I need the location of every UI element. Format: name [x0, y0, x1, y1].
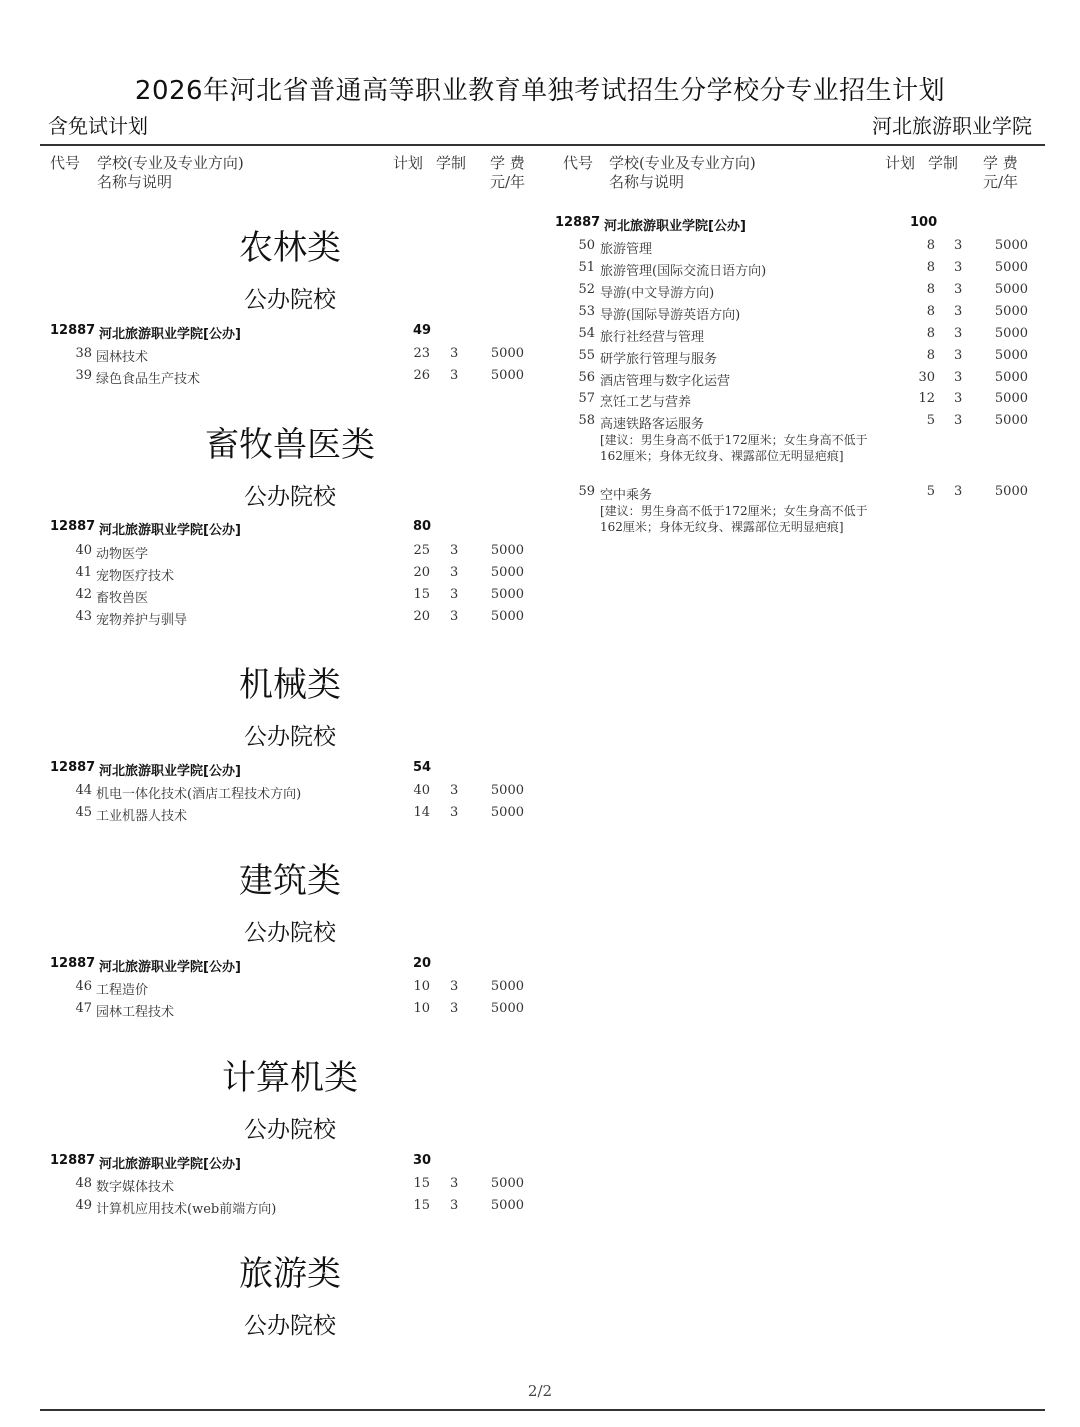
school-name-right: 河北旅游职业学院[公办] [604, 219, 746, 234]
school-type-title: 公办院校 [244, 287, 336, 313]
major-plan: 8 [926, 326, 935, 341]
major-code: 40 [75, 543, 92, 558]
school-type-title: 公办院校 [244, 484, 336, 510]
major-code: 44 [75, 783, 92, 798]
major-name: 酒店管理与数字化运营 [600, 374, 731, 389]
major-plan: 30 [918, 370, 935, 385]
major-fee: 5000 [994, 304, 1028, 319]
major-years: 3 [450, 805, 459, 820]
major-years: 3 [450, 609, 459, 624]
major-years: 3 [954, 326, 963, 341]
major-fee: 5000 [490, 587, 524, 602]
major-code: 57 [578, 391, 595, 406]
major-fee: 5000 [994, 348, 1028, 363]
major-years: 3 [954, 391, 963, 406]
major-years: 3 [450, 368, 459, 383]
major-code: 41 [75, 565, 92, 580]
major-fee: 5000 [490, 565, 524, 580]
major-years: 3 [954, 304, 963, 319]
school-total: 54 [413, 760, 432, 775]
school-code: 12887 [50, 519, 96, 534]
category-title: 农林类 [239, 228, 341, 268]
major-fee: 5000 [994, 484, 1028, 499]
major-fee: 5000 [994, 238, 1028, 253]
major-name: 导游(中文导游方向) [600, 286, 715, 301]
major-code: 45 [75, 805, 92, 820]
major-code: 46 [75, 979, 92, 994]
major-code: 59 [578, 484, 595, 499]
header-fee-line1: 学 费 [490, 154, 525, 172]
major-code: 54 [578, 326, 595, 341]
school-name: 河北旅游职业学院[公办] [99, 327, 241, 342]
major-plan: 25 [413, 543, 430, 558]
major-years: 3 [450, 1001, 459, 1016]
header-school-line1: 学校(专业及专业方向) [97, 154, 244, 172]
major-name: 空中乘务 [600, 488, 653, 503]
header-plan-right: 计划 [885, 154, 916, 172]
major-fee: 5000 [490, 368, 524, 383]
major-code: 51 [578, 260, 595, 275]
category-title: 旅游类 [239, 1254, 341, 1294]
subtitle-right: 河北旅游职业学院 [872, 114, 1032, 138]
major-code: 39 [75, 368, 92, 383]
school-total: 30 [413, 1153, 432, 1168]
header-plan: 计划 [393, 154, 424, 172]
major-fee: 5000 [994, 370, 1028, 385]
major-fee: 5000 [994, 260, 1028, 275]
major-code: 56 [578, 370, 595, 385]
major-name: 园林技术 [96, 350, 149, 365]
major-plan: 10 [413, 979, 430, 994]
major-plan: 8 [926, 238, 935, 253]
major-plan: 8 [926, 282, 935, 297]
header-top-rule [40, 144, 1045, 146]
major-plan: 12 [918, 391, 935, 406]
major-plan: 15 [413, 587, 430, 602]
header-fee-line2-right: 元/年 [983, 173, 1019, 191]
major-name: 旅游管理(国际交流日语方向) [600, 264, 767, 279]
major-code: 52 [578, 282, 595, 297]
school-type-title: 公办院校 [244, 724, 336, 750]
major-fee: 5000 [994, 391, 1028, 406]
header-code: 代号 [50, 154, 81, 172]
major-years: 3 [954, 260, 963, 275]
school-code: 12887 [50, 323, 96, 338]
major-name: 旅游管理 [600, 242, 653, 257]
major-plan: 15 [413, 1176, 430, 1191]
major-years: 3 [954, 348, 963, 363]
category-title: 畜牧兽医类 [205, 425, 375, 465]
category-title: 建筑类 [239, 861, 341, 901]
major-name: 园林工程技术 [96, 1005, 175, 1020]
major-years: 3 [450, 346, 459, 361]
header-fee-line2: 元/年 [490, 173, 526, 191]
school-type-title: 公办院校 [244, 920, 336, 946]
major-years: 3 [954, 413, 963, 428]
major-code: 48 [75, 1176, 92, 1191]
major-years: 3 [954, 370, 963, 385]
major-fee: 5000 [490, 543, 524, 558]
major-plan: 10 [413, 1001, 430, 1016]
major-years: 3 [450, 543, 459, 558]
header-fee-line1-right: 学 费 [983, 154, 1018, 172]
major-name: 高速铁路客运服务 [600, 417, 705, 432]
major-fee: 5000 [490, 1176, 524, 1191]
major-name: 旅行社经营与管理 [600, 330, 705, 345]
school-code: 12887 [50, 956, 96, 971]
major-plan: 14 [413, 805, 430, 820]
major-fee: 5000 [490, 979, 524, 994]
major-fee: 5000 [490, 783, 524, 798]
major-note: [建议：男生身高不低于172厘米；女生身高不低于162厘米；身体无纹身、裸露部位无明显疤痕] [600, 433, 868, 463]
school-total-right: 100 [910, 215, 938, 230]
major-code: 58 [578, 413, 595, 428]
page-title: 2026年河北省普通高等职业教育单独考试招生分学校分专业招生计划 [134, 76, 946, 106]
school-code: 12887 [50, 760, 96, 775]
major-fee: 5000 [490, 1001, 524, 1016]
major-name: 动物医学 [96, 547, 149, 562]
major-plan: 8 [926, 348, 935, 363]
major-plan: 20 [413, 609, 430, 624]
major-years: 3 [450, 979, 459, 994]
major-name: 宠物医疗技术 [96, 569, 175, 584]
school-total: 20 [413, 956, 432, 971]
major-name: 计算机应用技术(web前端方向) [96, 1202, 277, 1217]
major-plan: 8 [926, 260, 935, 275]
major-name: 研学旅行管理与服务 [600, 352, 718, 367]
header-code-right: 代号 [563, 154, 594, 172]
header-school-line2-right: 名称与说明 [609, 173, 685, 191]
major-years: 3 [954, 282, 963, 297]
school-type-title: 公办院校 [244, 1313, 336, 1339]
major-name: 机电一体化技术(酒店工程技术方向) [96, 787, 302, 802]
major-code: 43 [75, 609, 92, 624]
major-code: 55 [578, 348, 595, 363]
header-school-line2: 名称与说明 [97, 173, 173, 191]
major-code: 50 [578, 238, 595, 253]
major-fee: 5000 [994, 326, 1028, 341]
major-code: 47 [75, 1001, 92, 1016]
school-total: 80 [413, 519, 432, 534]
category-title: 机械类 [239, 665, 341, 705]
major-fee: 5000 [490, 609, 524, 624]
major-name: 宠物养护与驯导 [96, 613, 188, 628]
header-years: 学制 [436, 154, 467, 172]
school-name: 河北旅游职业学院[公办] [99, 523, 241, 538]
major-fee: 5000 [490, 805, 524, 820]
major-plan: 5 [926, 413, 935, 428]
major-note: [建议：男生身高不低于172厘米；女生身高不低于162厘米；身体无纹身、裸露部位无明显疤痕] [600, 504, 868, 534]
major-fee: 5000 [994, 282, 1028, 297]
major-years: 3 [450, 565, 459, 580]
major-name: 烹饪工艺与营养 [600, 395, 692, 410]
school-type-title: 公办院校 [244, 1117, 336, 1143]
major-plan: 23 [413, 346, 430, 361]
major-plan: 5 [926, 484, 935, 499]
major-plan: 40 [413, 783, 430, 798]
major-years: 3 [450, 587, 459, 602]
major-plan: 15 [413, 1198, 430, 1213]
major-fee: 5000 [994, 413, 1028, 428]
subtitle-left: 含免试计划 [48, 114, 148, 138]
major-years: 3 [450, 1176, 459, 1191]
major-years: 3 [450, 783, 459, 798]
major-plan: 8 [926, 304, 935, 319]
school-name: 河北旅游职业学院[公办] [99, 1157, 241, 1172]
footer-rule [40, 1409, 1045, 1411]
major-code: 42 [75, 587, 92, 602]
school-code-right: 12887 [555, 215, 601, 230]
school-code: 12887 [50, 1153, 96, 1168]
major-name: 工业机器人技术 [96, 809, 188, 824]
major-name: 畜牧兽医 [96, 591, 149, 606]
major-plan: 26 [413, 368, 430, 383]
major-code: 53 [578, 304, 595, 319]
school-name: 河北旅游职业学院[公办] [99, 960, 241, 975]
school-name: 河北旅游职业学院[公办] [99, 764, 241, 779]
category-title: 计算机类 [222, 1058, 358, 1098]
major-fee: 5000 [490, 1198, 524, 1213]
school-total: 49 [413, 323, 432, 338]
major-years: 3 [450, 1198, 459, 1213]
header-school-line1-right: 学校(专业及专业方向) [609, 154, 756, 172]
page-number: 2/2 [527, 1382, 553, 1400]
major-fee: 5000 [490, 346, 524, 361]
major-code: 38 [75, 346, 92, 361]
major-name: 数字媒体技术 [96, 1180, 175, 1195]
major-years: 3 [954, 484, 963, 499]
major-code: 49 [75, 1198, 92, 1213]
major-name: 绿色食品生产技术 [96, 372, 201, 387]
major-plan: 20 [413, 565, 430, 580]
header-years-right: 学制 [928, 154, 959, 172]
major-years: 3 [954, 238, 963, 253]
major-name: 导游(国际导游英语方向) [600, 308, 741, 323]
major-name: 工程造价 [96, 983, 149, 998]
